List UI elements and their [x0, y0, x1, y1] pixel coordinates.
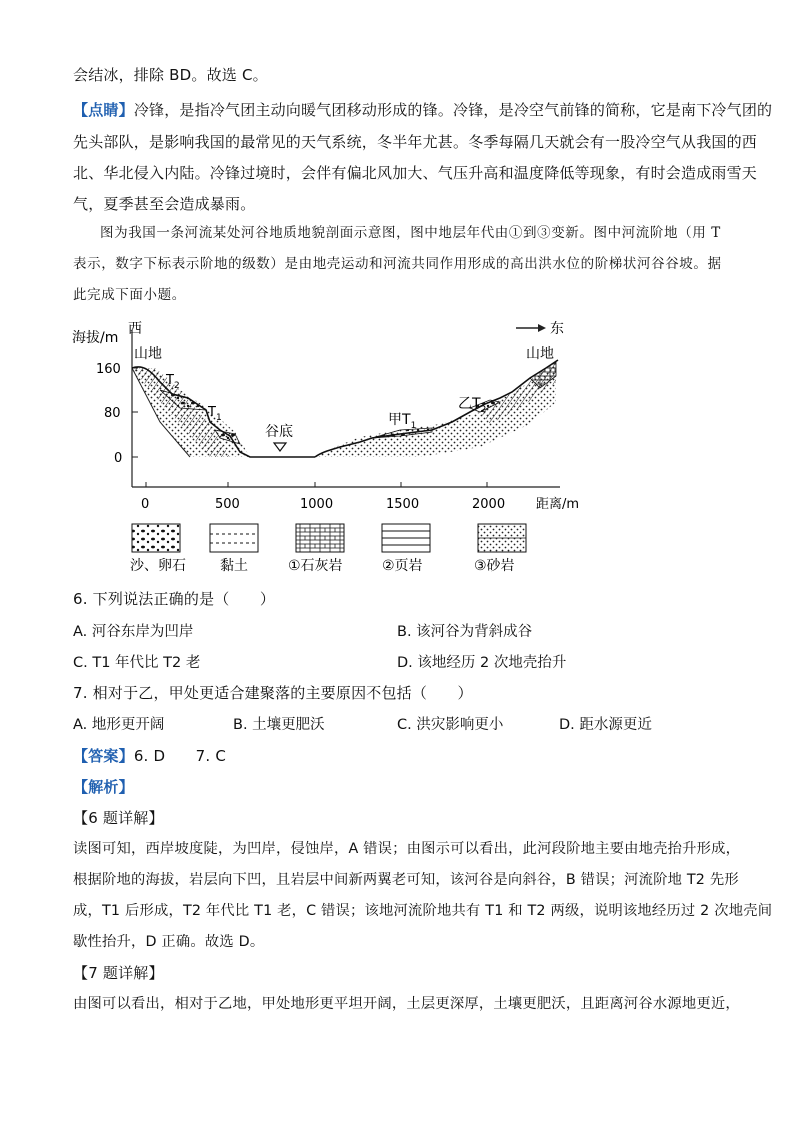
legend-label: ③砂岩 [474, 558, 515, 574]
valley-marker [274, 443, 286, 451]
d6-line: 根据阶地的海拔，岩层向下凹，且岩层中间新两翼老可知，该河谷是向斜谷，B 错误；河流阶地 T2 先形 [73, 872, 739, 888]
text-line: 先头部队，是影响我国的最常见的天气系统，冬半年尤甚。冬季每隔几天就会有一股冷空气从我国的西 [73, 133, 758, 151]
tip-line-1 [73, 99, 772, 120]
valley-label: 谷底 [265, 424, 293, 440]
d6-line: 成，T1 后形成，T2 年代比 T1 老，C 错误；该地河流阶地共有 T1 和 T2 两级，说明该地经历过 2 次地壳间 [73, 903, 773, 919]
q7-option-a: A. 地形更开阔 [73, 717, 165, 733]
answer-line [73, 745, 226, 766]
tip-text: 冷锋，是指冷气团主动向暖气团移动形成的锋。冷锋，是冷空气前锋的简称，它是南下冷气团的 [133, 101, 773, 119]
t2-west-label: $T_2$ [166, 373, 180, 391]
y-tick: 160 [96, 362, 121, 377]
q7-option-d: D. 距水源更近 [559, 717, 652, 733]
legend-swatch-clay [210, 524, 258, 552]
d7-label: 【7 题详解】 [73, 964, 164, 982]
q7-stem: 7. 相对于乙，甲处更适合建聚落的主要原因不包括（ ） [73, 684, 473, 702]
x-axis-label: 距离/m [536, 497, 580, 512]
west-label: 西 [128, 321, 142, 337]
jia-label: 甲$T_1$ [388, 412, 417, 431]
intro-line-1: 图为我国一条河流某处河谷地质地貌剖面示意图，图中地层年代由①到③变新。图中河流阶地（用 T [100, 225, 721, 241]
y-tick: 80 [104, 406, 121, 421]
east-slope-sandstone [315, 362, 556, 457]
legend [130, 524, 526, 574]
answer-text: 6. D 7. C [133, 747, 226, 765]
x-tick: 1000 [300, 497, 334, 512]
y-axis-label: 海拔/m [72, 330, 119, 346]
q6-option-d: D. 该地经历 2 次地壳抬升 [397, 655, 567, 671]
d6-label: 【6 题详解】 [73, 809, 164, 827]
yi-label: 乙$T_2$ [458, 396, 487, 415]
mountain-left-label: 山地 [134, 346, 162, 362]
x-tick: 0 [141, 497, 150, 512]
text-line: 气，夏季甚至会造成暴雨。 [73, 195, 256, 213]
tip-label: 【点睛】 [73, 101, 134, 119]
text-line: 会结冰，排除 BD。故选 C。 [73, 66, 268, 84]
mountain-right-label: 山地 [526, 346, 554, 362]
analysis-label: 【解析】 [73, 778, 134, 796]
q6-option-c: C. T1 年代比 T2 老 [73, 655, 201, 671]
d6-line: 歇性抬升，D 正确。故选 D。 [73, 934, 265, 950]
legend-swatch-limestone [296, 524, 344, 552]
d6-line: 读图可知，西岸坡度陡，为凹岸，侵蚀岸，A 错误；由图示可以看出，此河段阶地主要由地壳抬升形成， [73, 841, 741, 857]
intro-line-3: 此完成下面小题。 [73, 287, 186, 303]
text-line: 北、华北侵入内陆。冷锋过境时，会伴有偏北风加大、气压升高和温度降低等现象，有时会造成雨雪天 [73, 164, 758, 182]
d7-line: 由图可以看出，相对于乙地，甲处地形更平坦开阔，土层更深厚，土壤更肥沃，且距离河谷水源地更近， [73, 996, 740, 1012]
legend-swatch-gravel [132, 524, 180, 552]
q6-option-b: B. 该河谷为背斜成谷 [397, 624, 533, 640]
x-tick: 2000 [472, 497, 506, 512]
legend-label: ①石灰岩 [288, 558, 343, 574]
answer-label: 【答案】 [73, 747, 134, 765]
y-tick: 0 [114, 451, 123, 466]
east-label: 东 [550, 321, 564, 337]
legend-label: ②页岩 [382, 558, 423, 574]
legend-label: 沙、卵石 [130, 558, 186, 574]
q7-option-b: B. 土壤更肥沃 [233, 717, 325, 733]
q6-stem: 6. 下列说法正确的是（ ） [73, 590, 276, 608]
geology-profile-figure [60, 312, 620, 582]
q6-option-a: A. 河谷东岸为凹岸 [73, 624, 194, 640]
x-tick: 1500 [386, 497, 420, 512]
legend-label: 黏土 [220, 558, 248, 574]
t1-west-label: $T_1$ [208, 405, 222, 423]
x-tick: 500 [215, 497, 240, 512]
q7-option-c: C. 洪灾影响更小 [397, 717, 504, 733]
intro-line-2: 表示，数字下标表示阶地的级数）是由地壳运动和河流共同作用形成的高出洪水位的阶梯状河谷谷坡。据 [73, 256, 722, 272]
